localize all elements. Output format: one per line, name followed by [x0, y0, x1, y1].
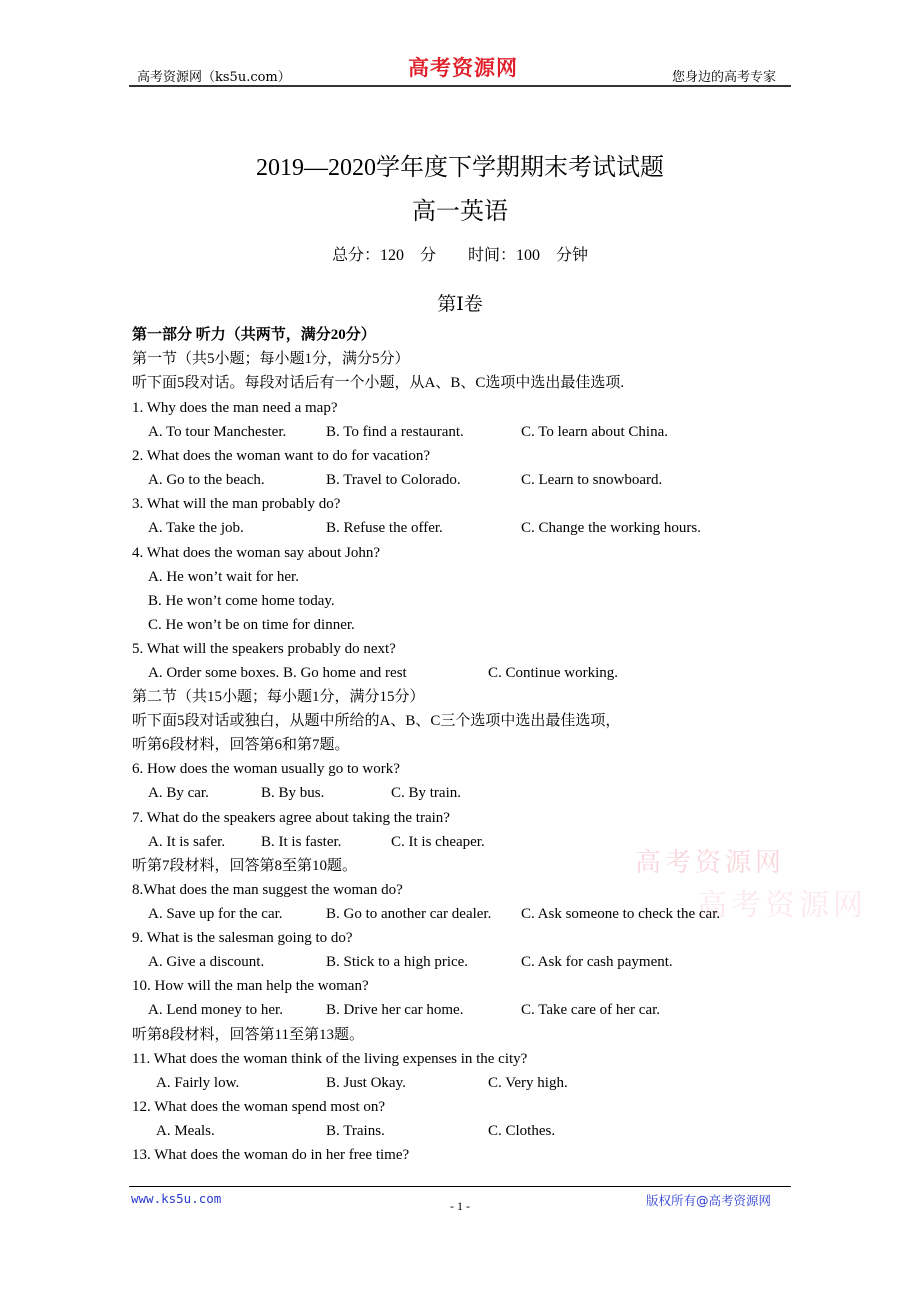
- option: C. Learn to snowboard.: [521, 472, 663, 488]
- question: 3. What will the man probably do?: [132, 496, 341, 512]
- volume-heading: 第Ⅰ卷: [437, 294, 483, 315]
- option: C. Take care of her car.: [521, 1002, 661, 1018]
- option: C. By train.: [391, 785, 461, 801]
- page-number: - 1 -: [450, 1199, 470, 1213]
- option: B. It is faster.: [261, 834, 342, 850]
- section-heading: 第一节（共5小题；每小题1分，满分5分）: [132, 351, 410, 367]
- option: B. By bus.: [261, 785, 325, 801]
- option: A. Fairly low.: [156, 1075, 240, 1091]
- question: 12. What does the woman spend most on?: [132, 1099, 386, 1115]
- option: A. Save up for the car.: [148, 906, 283, 922]
- footer-site-link[interactable]: www.ks5u.com: [131, 1191, 222, 1206]
- header-slogan: 您身边的高考专家: [672, 70, 777, 85]
- option: B. Drive her car home.: [326, 1002, 464, 1018]
- material-heading: 听第7段材料，回答第8至第10题。: [132, 858, 358, 874]
- page-title: 2019—2020学年度下学期期末考试试题: [256, 155, 664, 181]
- option: C. He won’t be on time for dinner.: [148, 617, 355, 633]
- option: A. Meals.: [156, 1123, 215, 1139]
- material-heading: 听第8段材料，回答第11至第13题。: [132, 1027, 364, 1043]
- section-heading: 第二节（共15小题；每小题1分，满分15分）: [132, 689, 425, 705]
- option: C. It is cheaper.: [391, 834, 485, 850]
- question: 9. What is the salesman going to do?: [132, 930, 353, 946]
- question: 13. What does the woman do in her free time?: [132, 1147, 410, 1163]
- footer-copyright: 版权所有@高考资源网: [646, 1193, 772, 1208]
- question: 6. How does the woman usually go to work?: [132, 761, 400, 777]
- header-site-name: 高考资源网（ks5u.com）: [137, 70, 291, 85]
- site-logo: 高考资源网: [408, 55, 518, 80]
- question: 7. What do the speakers agree about taking the train?: [132, 810, 450, 826]
- watermark: 高考资源网: [697, 889, 867, 922]
- option: B. Go to another car dealer.: [326, 906, 492, 922]
- watermark: 高考资源网: [635, 848, 786, 877]
- option: B. Just Okay.: [326, 1075, 406, 1091]
- part-heading: 第一部分 听力（共两节，满分20分）: [132, 327, 376, 343]
- option: A. By car.: [148, 785, 209, 801]
- option: C. Ask for cash payment.: [521, 954, 673, 970]
- question: 11. What does the woman think of the living expenses in the city?: [132, 1051, 528, 1067]
- option: A. To tour Manchester.: [148, 424, 287, 440]
- option: C. Clothes.: [488, 1123, 556, 1139]
- option: C. Continue working.: [488, 665, 618, 681]
- option: A. He won’t wait for her.: [148, 569, 299, 585]
- option: C. To learn about China.: [521, 424, 668, 440]
- option: A. It is safer.: [148, 834, 226, 850]
- option: C. Ask someone to check the car.: [521, 906, 721, 922]
- question: 5. What will the speakers probably do next?: [132, 641, 396, 657]
- question: 4. What does the woman say about John?: [132, 545, 381, 561]
- question: 8.What does the man suggest the woman do?: [132, 882, 403, 898]
- header-rule: [129, 85, 791, 87]
- option: B. He won’t come home today.: [148, 593, 335, 609]
- option: A. Go to the beach.: [148, 472, 265, 488]
- option: B. Travel to Colorado.: [326, 472, 461, 488]
- page-subtitle: 高一英语: [412, 199, 508, 225]
- option: A. Lend money to her.: [148, 1002, 283, 1018]
- instruction: 听下面5段对话。每段对话后有一个小题，从A、B、C选项中选出最佳选项.: [132, 375, 625, 391]
- material-heading: 听第6段材料，回答第6和第7题。: [132, 737, 350, 753]
- option: C. Very high.: [488, 1075, 568, 1091]
- question: 10. How will the man help the woman?: [132, 978, 369, 994]
- option: A. Give a discount.: [148, 954, 265, 970]
- exam-meta: 总分：120 分 时间：100 分钟: [331, 247, 588, 264]
- question: 1. Why does the man need a map?: [132, 400, 338, 416]
- instruction: 听下面5段对话或独白，从题中所给的A、B、C三个选项中选出最佳选项，: [132, 713, 621, 729]
- option: A. Take the job.: [148, 520, 244, 536]
- option: A. Order some boxes. B. Go home and rest: [148, 665, 407, 681]
- footer-rule: [129, 1186, 791, 1187]
- question: 2. What does the woman want to do for vacation?: [132, 448, 430, 464]
- option: B. Stick to a high price.: [326, 954, 469, 970]
- option: B. To find a restaurant.: [326, 424, 464, 440]
- option: B. Trains.: [326, 1123, 385, 1139]
- option: B. Refuse the offer.: [326, 520, 443, 536]
- option: C. Change the working hours.: [521, 520, 701, 536]
